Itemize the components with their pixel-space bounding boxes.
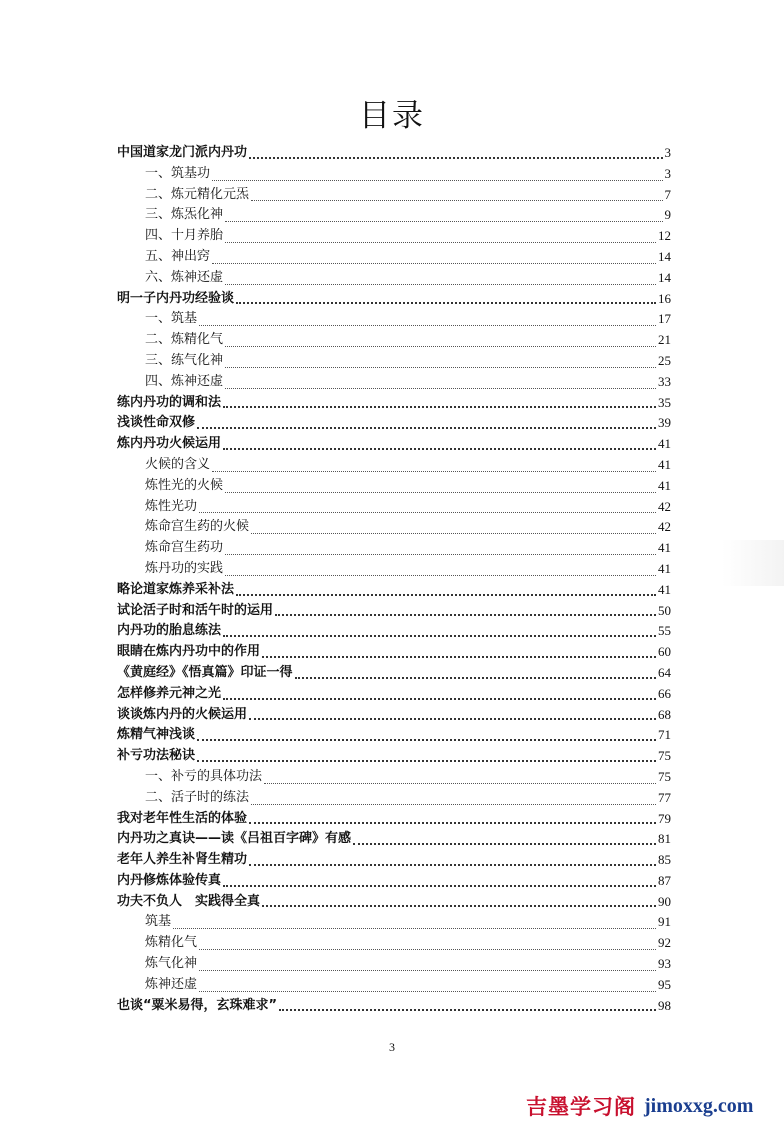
toc-entry-label: 四、十月养胎 [145,228,224,244]
toc-entry-page: 95 [658,976,671,992]
toc-entry[interactable] [117,684,671,705]
toc-entry-label: 一、筑基 [145,311,198,327]
toc-entry[interactable] [117,580,671,601]
toc-entry-label: 略论道家炼养采补法 [117,581,235,597]
toc-entry[interactable] [117,725,671,746]
toc-entry-label: 三、炼炁化神 [145,207,224,223]
dot-leader [236,301,656,304]
toc-entry-label: 内丹功之真诀——读《吕祖百字碑》有感 [117,831,352,847]
toc-entry[interactable] [117,705,671,726]
dot-leader [199,990,656,992]
toc-entry-page: 16 [658,290,671,306]
toc-entry[interactable] [117,829,671,850]
dot-leader [223,634,656,637]
toc-entry[interactable] [117,289,671,310]
toc-entry-page: 79 [658,810,671,826]
toc-entry-label: 二、活子时的练法 [145,789,250,805]
toc-entry-label: 炼气化神 [145,956,198,972]
toc-entry-label: 浅谈性命双修 [117,415,196,431]
dot-leader [223,405,656,408]
dot-leader [225,283,656,285]
toc-entry-page: 91 [658,914,671,930]
dot-leader [225,491,656,493]
toc-entry-page: 41 [658,477,671,493]
toc-entry-label: 内丹修炼体验传真 [117,872,222,888]
toc-entry-label: 补亏功法秘诀 [117,748,196,764]
toc-entry-label: 也谈“粟米易得，玄珠难求” [117,997,278,1013]
toc-subentry[interactable] [117,538,671,559]
toc-entry-page: 41 [658,436,671,452]
toc-subentry[interactable] [117,497,671,518]
toc-subentry[interactable] [117,517,671,538]
toc-entry-page: 41 [658,540,671,556]
dot-leader [212,262,656,264]
toc-entry-label: 炼命宫生药的火候 [145,519,250,535]
toc-entry-page: 21 [658,332,671,348]
toc-entry-page: 14 [658,269,671,285]
dot-leader [249,863,656,866]
dot-leader [197,426,656,429]
toc-entry-label: 炼内丹功火候运用 [117,436,222,452]
toc-entry[interactable] [117,393,671,414]
toc-entry-label: 炼神还虚 [145,976,198,992]
toc-entry-label: 《黄庭经》《悟真篇》印证一得 [117,664,293,680]
toc-subentry[interactable] [117,954,671,975]
toc-entry-page: 55 [658,623,671,639]
toc-entry-page: 75 [658,748,671,764]
toc-entry-page: 42 [658,519,671,535]
toc-entry-page: 60 [658,644,671,660]
dot-leader [225,553,656,555]
toc-entry[interactable] [117,809,671,830]
dot-leader [236,593,656,596]
toc-entry[interactable] [117,642,671,663]
dot-leader [251,532,656,534]
toc-entry-page: 81 [658,831,671,847]
watermark-logo [526,1091,753,1121]
toc-subentry[interactable] [117,912,671,933]
toc-entry[interactable] [117,892,671,913]
toc-entry-label: 二、炼元精化元炁 [145,186,250,202]
toc-entry[interactable] [117,413,671,434]
toc-subentry[interactable] [117,933,671,954]
dot-leader [197,738,656,741]
toc-entry-page: 17 [658,311,671,327]
dot-leader [212,470,656,472]
toc-entry-label: 炼性光功 [145,498,198,514]
dot-leader [225,574,656,576]
watermark-logo-cn: 吉墨学习阁 [526,1095,636,1119]
toc-entry-label: 内丹功的胎息练法 [117,623,222,639]
toc-subentry[interactable] [117,455,671,476]
dot-leader [199,948,656,950]
toc-entry-page: 39 [658,415,671,431]
toc-entry-page: 50 [658,602,671,618]
dot-leader [199,511,656,513]
toc-subentry[interactable] [117,309,671,330]
toc-entry-page: 98 [658,997,671,1013]
dot-leader [353,842,656,845]
toc-entry-label: 一、筑基功 [145,165,211,181]
dot-leader [279,1008,656,1011]
toc-entry-label: 三、练气化神 [145,352,224,368]
toc-entry-label: 六、炼神还虚 [145,269,224,285]
toc-entry-page: 85 [658,852,671,868]
toc-subentry[interactable] [117,185,671,206]
toc-entry-page: 42 [658,498,671,514]
toc-entry-page: 12 [658,228,671,244]
toc-entry[interactable] [117,850,671,871]
dot-leader [225,366,656,368]
toc-entry[interactable] [117,143,671,164]
toc-entry[interactable] [117,996,671,1017]
toc-entry-page: 64 [658,664,671,680]
dot-leader [173,927,656,929]
toc-entry[interactable] [117,871,671,892]
dot-leader [251,199,662,201]
toc-subentry[interactable] [117,330,671,351]
dot-leader [295,676,656,679]
toc-subentry[interactable] [117,372,671,393]
toc-entry-page: 90 [658,893,671,909]
toc-entry-page: 35 [658,394,671,410]
toc-subentry[interactable] [117,164,671,185]
toc-entry-page: 77 [658,789,671,805]
toc-entry-label: 明一子内丹功经验谈 [117,290,235,306]
toc-entry-page: 7 [664,186,671,202]
toc-entry-label: 炼精化气 [145,935,198,951]
dot-leader [225,387,656,389]
toc-entry-page: 25 [658,352,671,368]
toc-entry-page: 41 [658,456,671,472]
toc-entry-page: 33 [658,373,671,389]
toc-entry-label: 炼命宫生药功 [145,540,224,556]
toc-entry-page: 41 [658,560,671,576]
toc-entry-label: 眼睛在炼内丹功中的作用 [117,644,261,660]
toc-entry-label: 炼性光的火候 [145,477,224,493]
toc-entry-page: 66 [658,685,671,701]
toc-title: 目录 [359,98,425,134]
toc-entry-label: 练内丹功的调和法 [117,394,222,410]
toc-entry[interactable] [117,434,671,455]
toc-entry-page: 92 [658,935,671,951]
dot-leader [212,179,662,181]
dot-leader [249,156,662,159]
toc-subentry[interactable] [117,205,671,226]
toc-entry-label: 中国道家龙门派内丹功 [117,145,248,160]
toc-entry-label: 火候的含义 [145,456,211,472]
toc-subentry[interactable] [117,268,671,289]
toc-entry-label: 四、炼神还虚 [145,373,224,389]
toc-entry-label: 二、炼精化气 [145,332,224,348]
watermark-logo-url: jimoxxg.com [644,1094,754,1117]
toc-entry-label: 试论活子时和活午时的运用 [117,602,274,618]
page-number: 3 [389,1040,395,1054]
toc-subentry[interactable] [117,559,671,580]
toc-subentry[interactable] [117,476,671,497]
dot-leader [225,220,662,222]
toc-entry-page: 93 [658,956,671,972]
dot-leader [262,655,656,658]
toc-entry-label: 老年人养生补肾生精功 [117,852,248,868]
toc-entry-page: 41 [658,581,671,597]
dot-leader [199,969,656,971]
dot-leader [225,241,656,243]
toc-entry-page: 3 [664,165,671,181]
toc-subentry[interactable] [117,247,671,268]
toc-entry-label: 我对老年性生活的体验 [117,810,248,826]
toc-entry-page: 75 [658,768,671,784]
toc-entry-label: 功夫不负人 实践得全真 [117,893,261,909]
dot-leader [249,717,656,720]
dot-leader [251,803,656,805]
dot-leader [223,884,656,887]
toc-entry-label: 炼精气神浅谈 [117,727,196,743]
toc-entry[interactable] [117,663,671,684]
toc-entry[interactable] [117,621,671,642]
toc-entry-page: 71 [658,727,671,743]
toc-subentry[interactable] [117,351,671,372]
toc-entry-page: 9 [664,207,671,223]
toc-subentry[interactable] [117,975,671,996]
dot-leader [199,324,656,326]
dot-leader [223,697,656,700]
dot-leader [264,782,656,784]
toc-entry-label: 五、神出窍 [145,248,211,264]
toc-subentry[interactable] [117,767,671,788]
toc-entry[interactable] [117,746,671,767]
toc-entry-label: 炼丹功的实践 [145,560,224,576]
toc-subentry[interactable] [117,226,671,247]
table-of-contents [117,143,671,1016]
dot-leader [197,759,656,762]
toc-entry-page: 87 [658,872,671,888]
toc-subentry[interactable] [117,788,671,809]
toc-entry-page: 68 [658,706,671,722]
dot-leader [225,345,656,347]
toc-entry-label: 谈谈炼内丹的火候运用 [117,706,248,722]
dot-leader [223,447,656,450]
toc-entry-page: 3 [664,145,671,160]
toc-entry-page: 14 [658,248,671,264]
toc-entry-label: 筑基 [145,914,172,930]
toc-entry-label: 一、补亏的具体功法 [145,768,263,784]
scan-edge-artifact [722,540,784,586]
dot-leader [275,613,656,616]
dot-leader [262,904,656,907]
dot-leader [249,821,656,824]
toc-entry[interactable] [117,601,671,622]
toc-entry-label: 怎样修养元神之光 [117,685,222,701]
